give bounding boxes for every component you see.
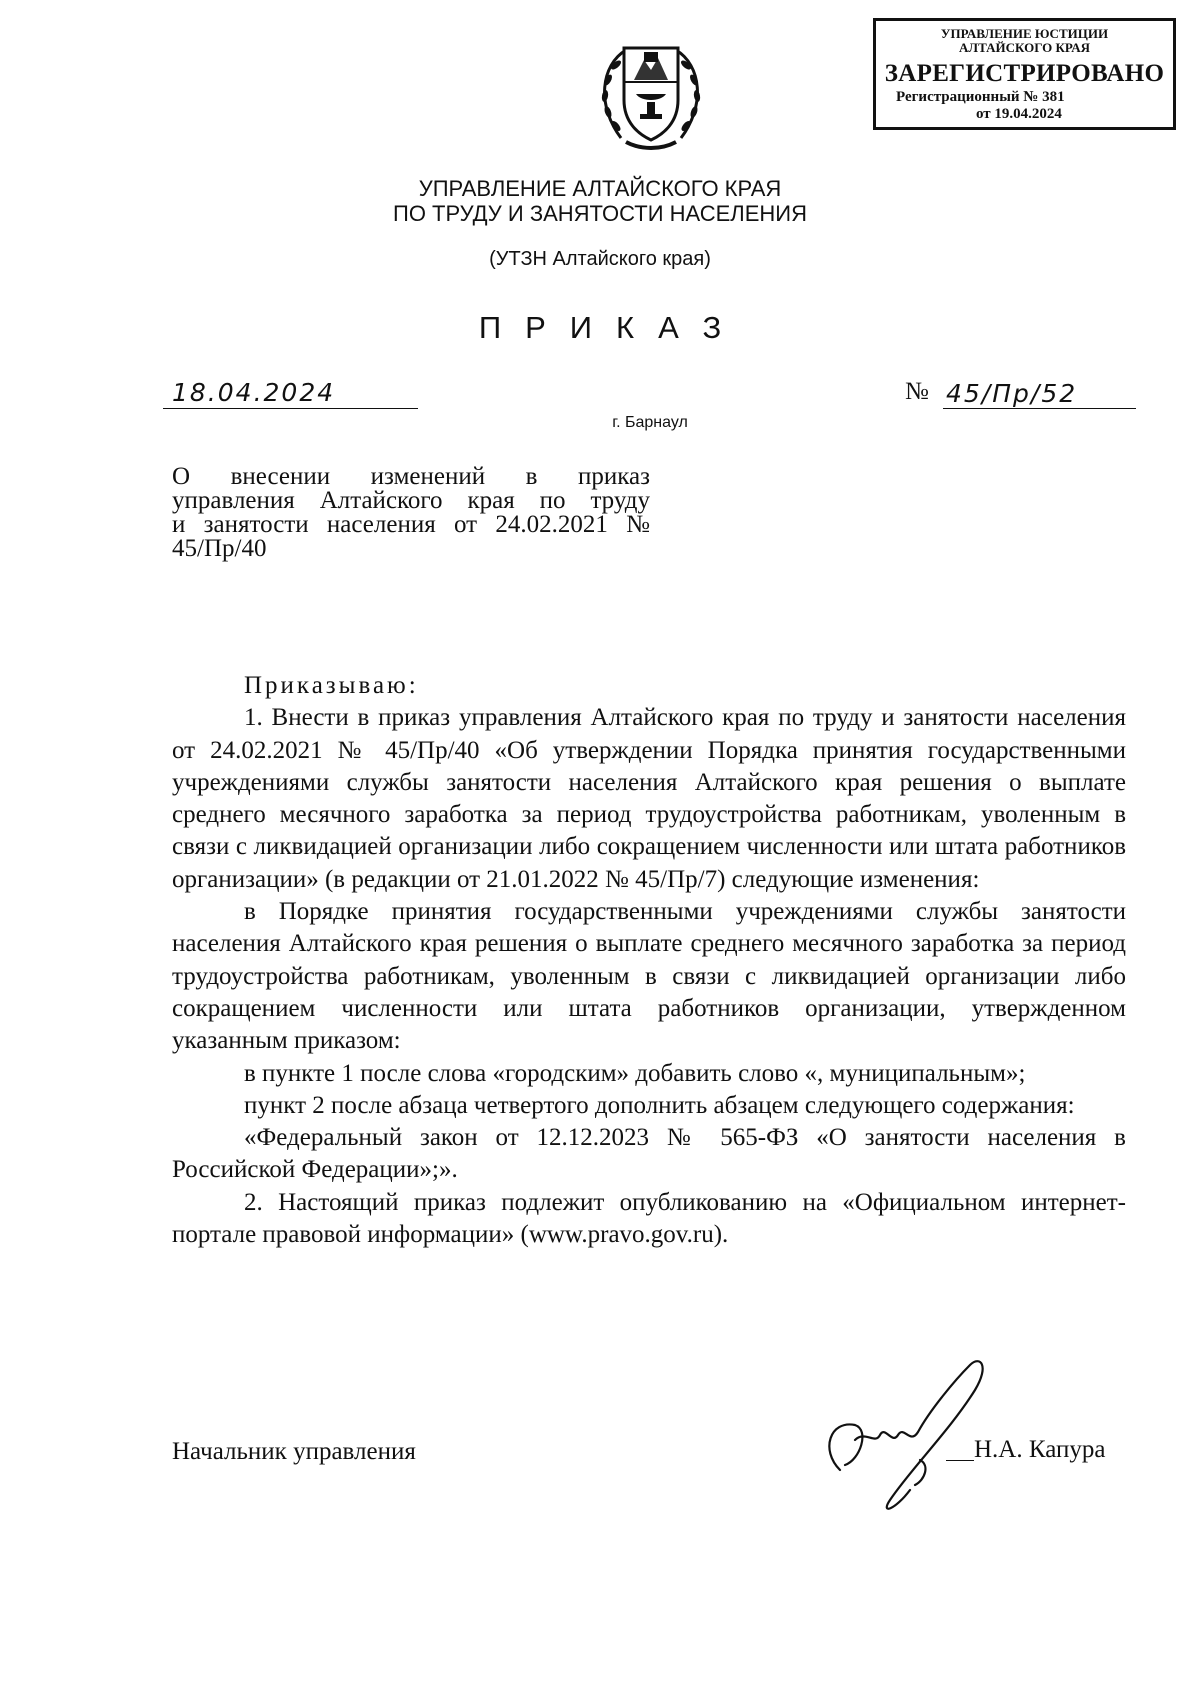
paragraph-6: 2. Настоящий приказ подлежит опубликованию на «Официальном интернет-портале правовой информации» (www.pravo.gov.ru). bbox=[172, 1188, 1126, 1249]
subject-line-2: управления Алтайского края по труду bbox=[172, 487, 650, 514]
altai-coat-of-arms-icon bbox=[586, 30, 716, 156]
order-subject bbox=[172, 465, 650, 561]
agency-name-line-1: УПРАВЛЕНИЕ АЛТАЙСКОГО КРАЯ bbox=[418, 176, 782, 201]
order-date: 18.04.2024 bbox=[172, 378, 336, 407]
order-directive: Приказываю: bbox=[244, 672, 419, 699]
agency-abbreviation: (УТЗН Алтайского края) bbox=[489, 248, 711, 270]
paragraph-4: пункт 2 после абзаца четвертого дополнить абзацем следующего содержания: bbox=[244, 1091, 1075, 1119]
paragraph-5: «Федеральный закон от 12.12.2023 № 565-ФЗ «О занятости населения в Российской Федерации»;». bbox=[172, 1124, 1126, 1184]
subject-line-3: и занятости населения от 24.02.2021 № bbox=[172, 511, 650, 538]
paragraph-3: в пункте 1 после слова «городским» добавить слово «, муниципальным»; bbox=[244, 1059, 1026, 1087]
subject-line-4: 45/Пр/40 bbox=[172, 535, 267, 562]
number-sign: № bbox=[905, 378, 929, 405]
number-underline bbox=[943, 408, 1136, 409]
city-name: г. Барнаул bbox=[612, 414, 688, 431]
subject-line-1: О внесении изменений в приказ bbox=[172, 463, 650, 490]
signer-position: Начальник управления bbox=[172, 1438, 416, 1465]
order-number: 45/Пр/52 bbox=[946, 379, 1078, 408]
stamp-reg-date: от 19.04.2024 bbox=[976, 106, 1062, 122]
stamp-reg-number: Регистрационный № 381 bbox=[896, 89, 1065, 105]
order-body bbox=[172, 670, 1126, 1251]
stamp-line-2: АЛТАЙСКОГО КРАЯ bbox=[959, 40, 1090, 55]
date-underline bbox=[163, 408, 418, 409]
stamp-status: ЗАРЕГИСТРИРОВАНО bbox=[884, 60, 1165, 87]
paragraph-2: в Порядке принятия государственными учреждениями службы занятости населения Алтайского края решения о выплате среднего месячного заработка за период трудоустройства работникам, уволенным в связи с ликвидацией организации либо сокращением численности или штата работников организации, утвержденном указанным приказом: bbox=[172, 898, 1126, 1055]
registration-stamp bbox=[873, 18, 1176, 130]
agency-name-line-2: ПО ТРУДУ И ЗАНЯТОСТИ НАСЕЛЕНИЯ bbox=[393, 201, 807, 226]
document-title: ПРИКАЗ bbox=[478, 310, 746, 345]
stamp-line-1: УПРАВЛЕНИЕ ЮСТИЦИИ bbox=[940, 26, 1109, 41]
paragraph-1: 1. Внести в приказ управления Алтайского края по труду и занятости населения от 24.02.2021 № 45/Пр/40 «Об утверждении Порядка принятия государственными учреждениями службы занятости населения Алтайского края решения о выплате среднего месячного заработка за период трудоустройства работникам, уволенным в связи с ликвидацией организации либо сокращением численности или штата работников организации» (в редакции от 21.01.2022 № 45/Пр/7) следующие изменения: bbox=[172, 704, 1126, 893]
signer-name: Н.А. Капура bbox=[974, 1436, 1106, 1463]
signature-line bbox=[946, 1460, 974, 1461]
handwritten-signature-icon bbox=[800, 1350, 1000, 1520]
